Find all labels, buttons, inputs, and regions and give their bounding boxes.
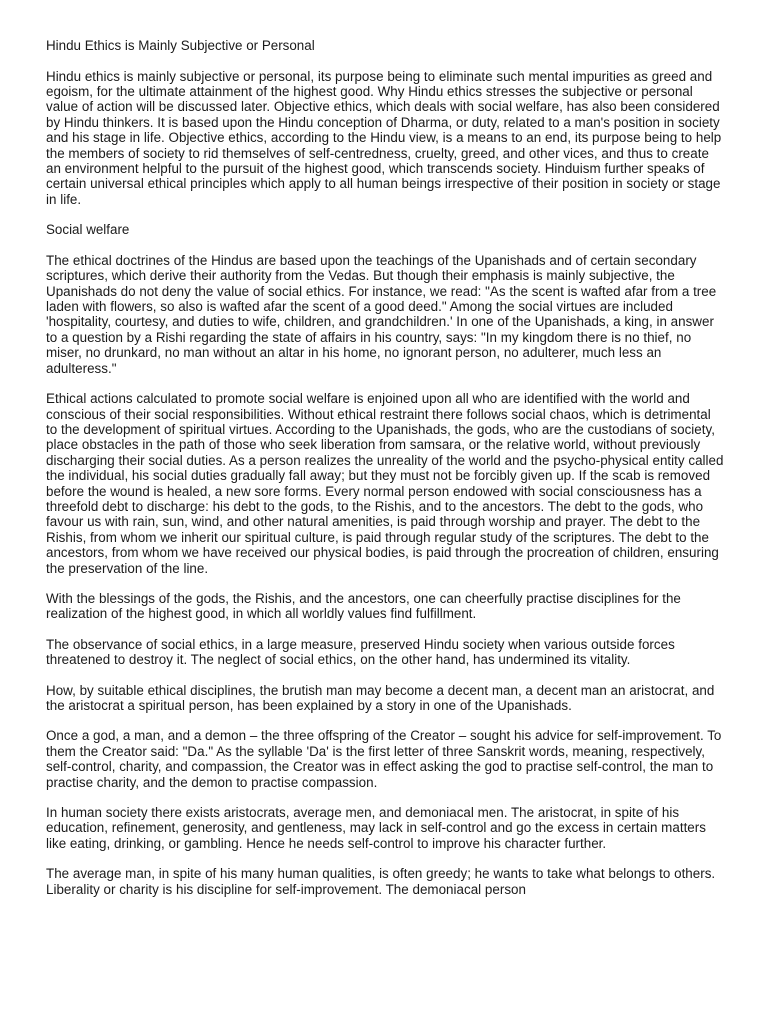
body-paragraph: The ethical doctrines of the Hindus are based upon the teachings of the Upanishads and of certain secondary scriptures, which derive their authority from the Vedas. But though their emphasis is mainly subjective, the Upanishads do not deny the value of social ethics. For instance, we read: "As the scent is wafted afar from a tree laden with flowers, so also is wafted afar the scent of a good deed." Among the social virtues are included 'hospitality, courtesy, and duties to wife, children, and grandchildren.' In one of the Upanishads, a king, in answer to a question by a Rishi regarding the state of affairs in his country, says: "In my kingdom there is no thief, no miser, no drunkard, no man without an altar in his home, no ignorant person, no adulterer, much less an adulteress." (46, 252, 717, 376)
body-paragraph: The observance of social ethics, in a large measure, preserved Hindu society when various outside forces threatened to destroy it. The neglect of social ethics, on the other hand, has undermined its vitality. (46, 636, 675, 668)
body-paragraph: Once a god, a man, and a demon – the three offspring of the Creator – sought his advice for self-improvement. To them the Creator said: "Da." As the syllable 'Da' is the first letter of three Sanskrit words, meaning, respectively, self-control, charity, and compassion, the Creator was in effect asking the god to practise self-control, the man to practise charity, and the demon to practise compassion. (46, 728, 722, 790)
body-paragraph: How, by suitable ethical disciplines, the brutish man may become a decent man, a decent man an aristocrat, and the aristocrat a spiritual person, has been explained by a story in one of the Upanishads. (46, 682, 715, 713)
body-paragraph: In human society there exists aristocrats, average men, and demoniacal men. The aristocrat, in spite of his education, refinement, generosity, and gentleness, may lack in self-control and go the excess in certain matters like eating, drinking, or gambling. Hence he needs self-control to improve his character further. (46, 805, 706, 851)
intro-paragraph: Hindu ethics is mainly subjective or personal, its purpose being to eliminate such mental impurities as greed and egoism, for the ultimate attainment of the highest good. Why Hindu ethics stresses the subjective or personal value of action will be discussed later. Objective ethics, which deals with social welfare, has also been considered by Hindu thinkers. It is based upon the Hindu conception of Dharma, or duty, related to a man's position in society and his stage in life. Objective ethics, according to the Hindu view, is a means to an end, its purpose being to help the members of society to rid themselves of self-centredness, cruelty, greed, and other vices, and thus to create an environment helpful to the pursuit of the highest good, which transcends society. Hinduism further speaks of certain universal ethical principles which apply to all human beings irrespective of their position in society or stage in life. (46, 68, 722, 207)
body-paragraph: With the blessings of the gods, the Rishis, and the ancestors, one can cheerfully practise disciplines for the realization of the highest good, in which all worldly values find fulfillment. (46, 590, 681, 622)
section-heading-social-welfare: Social welfare (46, 222, 130, 238)
body-paragraph: Ethical actions calculated to promote social welfare is enjoined upon all who are identified with the world and conscious of their social responsibilities. Without ethical restraint there follows social chaos, which is detrimental to the development of spiritual virtues. According to the Upanishads, the gods, who are the custodians of society, place obstacles in the path of those who seek liberation from samsara, or the relative world, without previously discharging their social duties. As a person realizes the unreality of the world and the psycho-physical entity called the individual, his social duties gradually fall away; but they must not be forcibly given up. If the scab is removed before the wound is healed, a new sore forms. Every normal person endowed with social consciousness has a threefold debt to discharge: his debt to the gods, to the Rishis, and to the ancestors. The debt to the gods, who favour us with rain, sun, wind, and other natural amenities, is paid through worship and prayer. The debt to the Rishis, from whom we inherit our spiritual culture, is paid through regular study of the scriptures. The debt to the ancestors, from whom we have received our physical bodies, is paid through the procreation of children, ensuring the preservation of the line. (46, 391, 724, 576)
document-title: Hindu Ethics is Mainly Subjective or Personal (46, 38, 315, 53)
body-paragraph: The average man, in spite of his many human qualities, is often greedy; he wants to take what belongs to others. Liberality or charity is his discipline for self-improvement. The demoniacal person (46, 866, 716, 897)
